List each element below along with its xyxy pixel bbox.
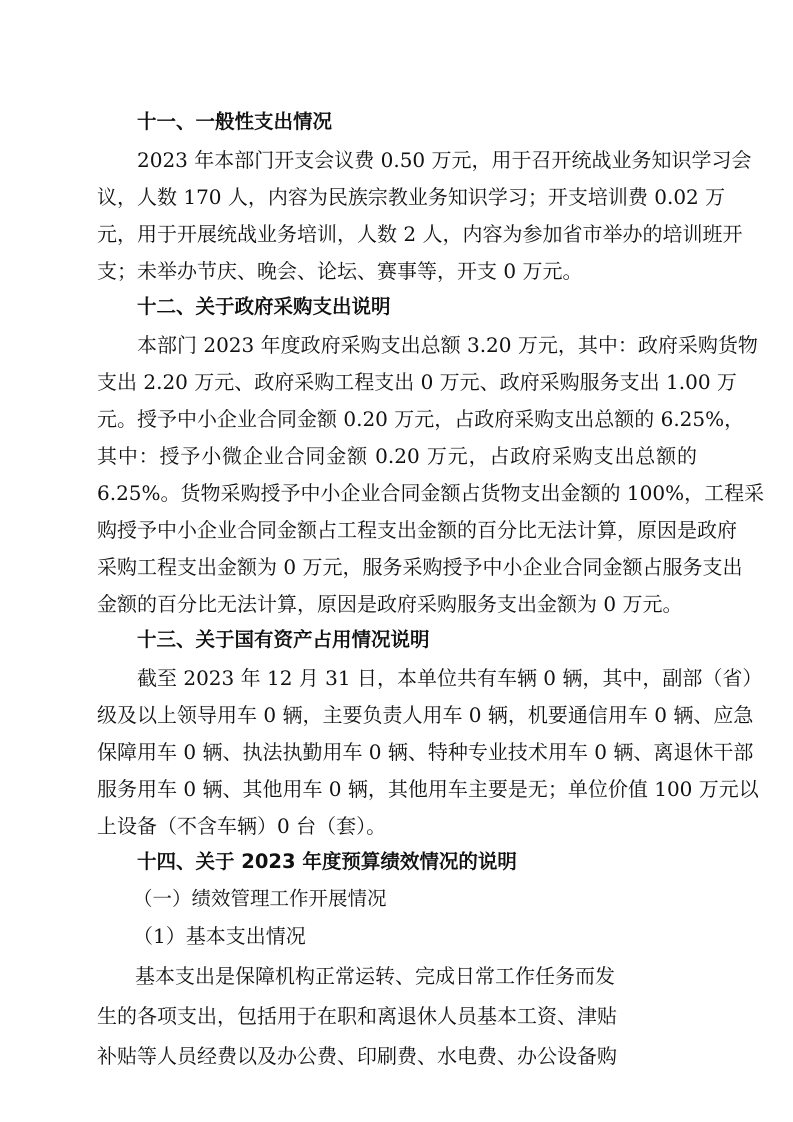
section-14-heading: 十四、关于 2023 年度预算绩效情况的说明 xyxy=(137,850,517,873)
section-12-heading: 十二、关于政府采购支出说明 xyxy=(137,295,391,318)
section-11-line-3: 元，用于开展统战业务培训，人数 2 人，内容为参加省市举办的培训班开 xyxy=(97,222,743,246)
section-14-line-1: 基本支出是保障机构正常运转、完成日常工作任务而发 xyxy=(135,964,615,988)
section-14-line-3: 补贴等人员经费以及办公费、印刷费、水电费、办公设备购 xyxy=(97,1044,617,1068)
section-13-line-5: 上设备（不含车辆）0 台（套）。 xyxy=(97,814,387,838)
section-11-line-2: 议，人数 170 人，内容为民族宗教业务知识学习；开支培训费 0.02 万 xyxy=(97,185,726,209)
section-11-line-4: 支；未举办节庆、晚会、论坛、赛事等，开支 0 万元。 xyxy=(97,259,583,283)
section-11-heading: 十一、一般性支出情况 xyxy=(137,110,333,133)
section-13-line-2: 级及以上领导用车 0 辆，主要负责人用车 0 辆，机要通信用车 0 辆、应急 xyxy=(97,703,754,727)
section-14-line-2: 生的各项支出，包括用于在职和离退休人员基本工资、津贴 xyxy=(97,1004,617,1028)
section-14-subheading-2: （1）基本支出情况 xyxy=(133,924,306,948)
section-14-subheading-1: （一）绩效管理工作开展情况 xyxy=(133,887,387,910)
section-12-line-2: 支出 2.20 万元、政府采购工程支出 0 万元、政府采购服务支出 1.00 万 xyxy=(97,370,737,394)
section-12-line-5: 6.25%。货物采购授予中小企业合同金额占货物支出金额的 100%，工程采 xyxy=(97,481,765,505)
section-12-line-6: 购授予中小企业合同金额占工程支出金额的百分比无法计算，原因是政府 xyxy=(97,518,737,542)
section-12-line-8: 金额的百分比无法计算，原因是政府采购服务支出金额为 0 万元。 xyxy=(97,592,683,616)
section-12-line-1: 本部门 2023 年度政府采购支出总额 3.20 万元，其中：政府采购货物 xyxy=(137,333,758,357)
section-12-line-3: 元。授予中小企业合同金额 0.20 万元，占政府采购支出总额的 6.25%， xyxy=(97,407,745,431)
section-13-line-4: 服务用车 0 辆、其他用车 0 辆，其他用车主要是无；单位价值 100 万元以 xyxy=(97,777,759,801)
section-12-line-4: 其中：授予小微企业合同金额 0.20 万元，占政府采购支出总额的 xyxy=(97,444,697,468)
section-13-line-3: 保障用车 0 辆、执法执勤用车 0 辆、特种专业技术用车 0 辆、离退休干部 xyxy=(97,740,754,764)
section-13-line-1: 截至 2023 年 12 月 31 日，本单位共有车辆 0 辆，其中，副部（省） xyxy=(137,666,763,690)
section-11-line-1: 2023 年本部门开支会议费 0.50 万元，用于召开统战业务知识学习会 xyxy=(137,148,752,172)
section-13-heading: 十三、关于国有资产占用情况说明 xyxy=(137,628,430,651)
section-12-line-7: 采购工程支出金额为 0 万元，服务采购授予中小企业合同金额占服务支出 xyxy=(97,555,743,579)
